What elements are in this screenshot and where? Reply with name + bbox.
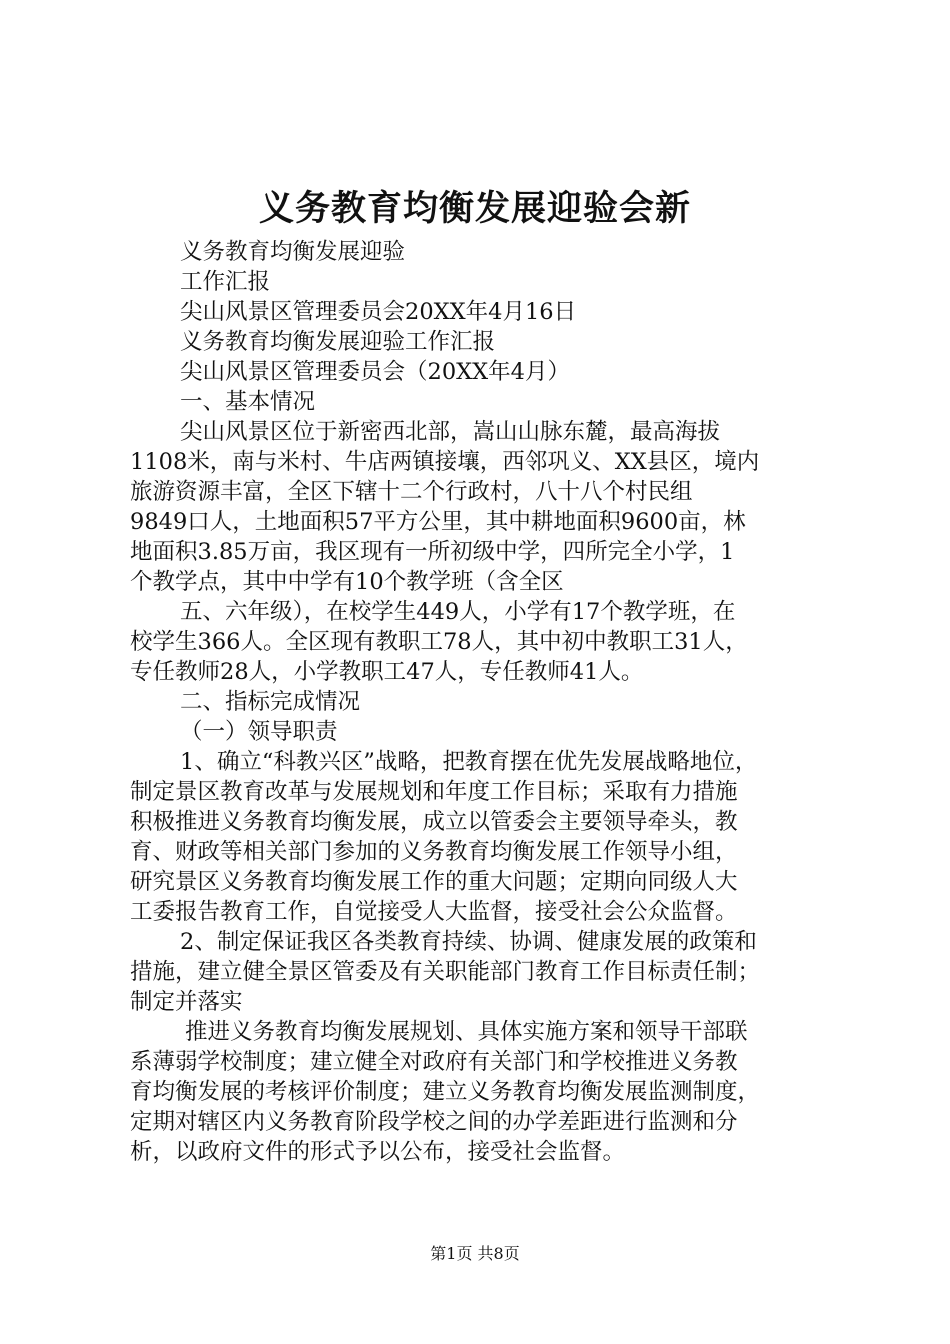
paragraph-line: 9849口人，土地面积57平方公里，其中耕地面积9600亩，林: [130, 509, 746, 535]
text-line: 义务教育均衡发展迎验: [180, 239, 406, 265]
paragraph-line: 研究景区义务教育均衡发展工作的重大问题；定期向同级人大: [130, 869, 738, 895]
paragraph-line: 2、制定保证我区各类教育持续、协调、健康发展的政策和: [180, 929, 757, 955]
paragraph-line: 1108米，南与米村、牛店两镇接壤，西邻巩义、XX县区，境内: [130, 449, 760, 475]
paragraph-line: 尖山风景区位于新密西北部，嵩山山脉东麓，最高海拔: [180, 419, 721, 445]
paragraph-line: 措施，建立健全景区管委及有关职能部门教育工作目标责任制；: [130, 959, 761, 985]
paragraph-line: 析，以政府文件的形式予以公布，接受社会监督。: [130, 1139, 626, 1165]
text-line: 义务教育均衡发展迎验工作汇报: [180, 329, 496, 355]
paragraph-line: 1、确立“科教兴区”战略，把教育摆在优先发展战略地位，: [180, 749, 758, 775]
paragraph-line: 五、六年级），在校学生449人，小学有17个教学班，在: [180, 599, 736, 625]
text-line: 尖山风景区管理委员会20XX年4月16日: [180, 299, 577, 325]
paragraph-line: 制定并落实: [130, 989, 243, 1015]
paragraph-line: 积极推进义务教育均衡发展，成立以管委会主要领导牵头，教: [130, 809, 738, 835]
section-heading: 二、指标完成情况: [180, 689, 361, 715]
document-body: [130, 237, 830, 1167]
paragraph-line: 旅游资源丰富，全区下辖十二个行政村，八十八个村民组: [130, 479, 693, 505]
subsection-heading: （一）领导职责: [180, 719, 338, 745]
paragraph-line: 专任教师28人，小学教职工47人，专任教师41人。: [130, 659, 644, 685]
text-line: 工作汇报: [180, 269, 271, 295]
section-heading: 一、基本情况: [180, 389, 316, 415]
paragraph-line: 个教学点，其中中学有10个教学班（含全区: [130, 569, 564, 595]
text-line: 尖山风景区管理委员会（20XX年4月）: [180, 359, 570, 385]
paragraph-line: 制定景区教育改革与发展规划和年度工作目标；采取有力措施: [130, 779, 738, 805]
paragraph-line: 地面积3.85万亩，我区现有一所初级中学，四所完全小学，1: [130, 539, 735, 565]
paragraph-line: 系薄弱学校制度；建立健全对政府有关部门和学校推进义务教: [130, 1049, 738, 1075]
paragraph-line: 校学生366人。全区现有教职工78人，其中初中教职工31人，: [130, 629, 748, 655]
page-number-footer: 第1页 共8页: [430, 1244, 520, 1263]
paragraph-line: 推进义务教育均衡发展规划、具体实施方案和领导干部联: [185, 1019, 748, 1045]
document-title: 义务教育均衡发展迎验会新: [258, 188, 691, 229]
paragraph-line: 工委报告教育工作，自觉接受人大监督，接受社会公众监督。: [130, 899, 738, 925]
paragraph-line: 育均衡发展的考核评价制度；建立义务教育均衡发展监测制度，: [130, 1079, 761, 1105]
paragraph-line: 育、财政等相关部门参加的义务教育均衡发展工作领导小组，: [130, 839, 738, 865]
paragraph-line: 定期对辖区内义务教育阶段学校之间的办学差距进行监测和分: [130, 1109, 738, 1135]
